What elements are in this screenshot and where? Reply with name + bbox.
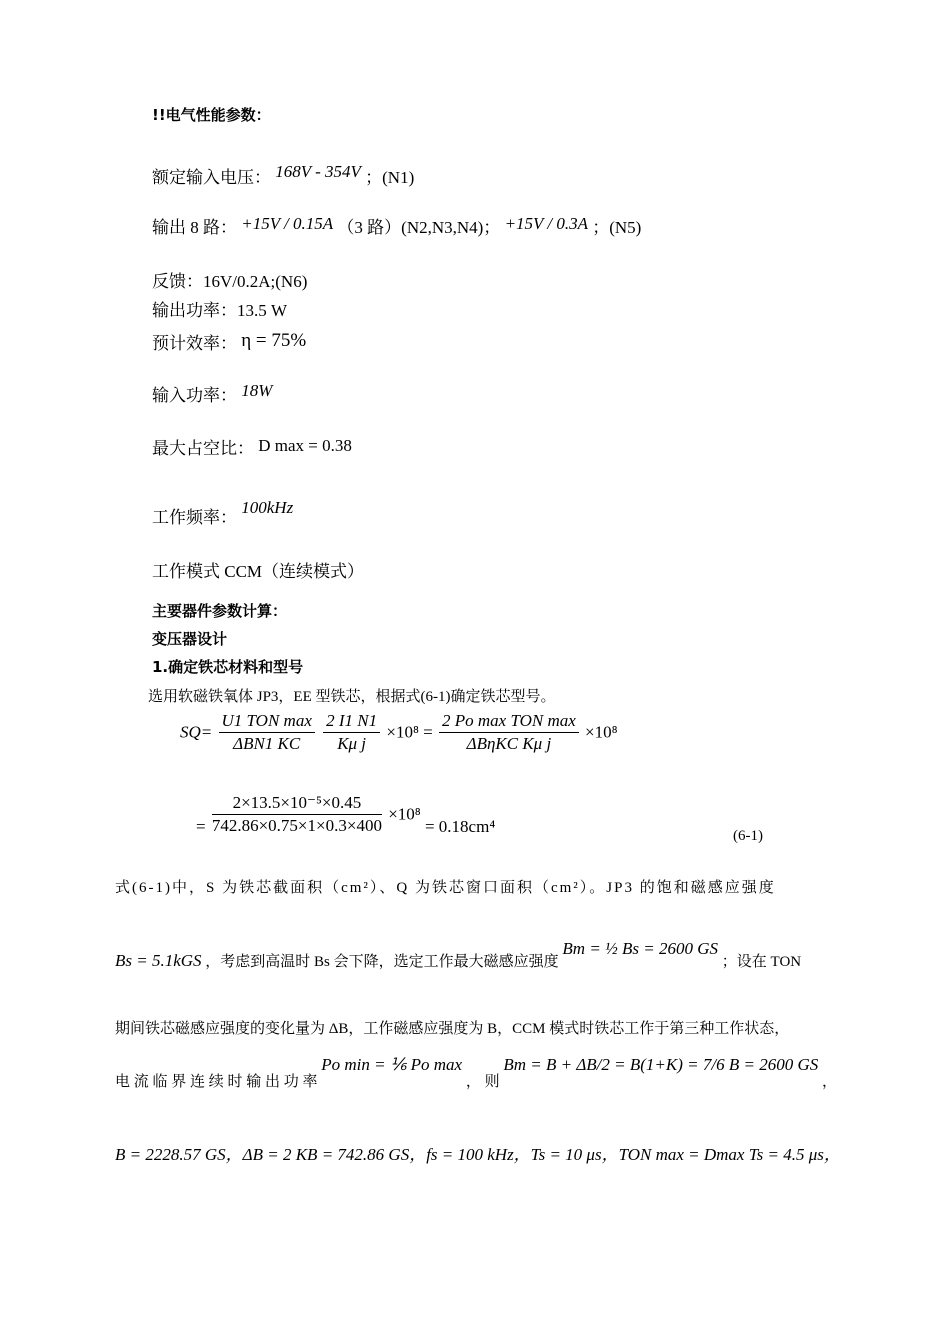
paragraph-3: 期间铁芯磁感应强度的变化量为 ΔB，工作磁感应强度为 B，CCM 模式时铁芯工作于第三种工作状态， bbox=[115, 1021, 790, 1037]
output-label: 输出 8 路： bbox=[152, 218, 237, 237]
para2-text: ，考虑到高温时 Bs 会下降，选定工作最大磁感应强度 bbox=[205, 954, 559, 970]
bm-formula: Bm = ½ Bs = 2600 GS bbox=[562, 939, 719, 958]
step1-title: 1.确定铁芯材料和型号 bbox=[152, 658, 304, 676]
efficiency-label: 预计效率： bbox=[152, 334, 237, 353]
equation-6-1-line1 bbox=[180, 710, 618, 755]
output-suffix-1: （3 路）(N2,N3,N4)； bbox=[337, 218, 501, 237]
eq-f3-den: ΔBηKC Kμ j bbox=[466, 734, 552, 753]
equation-6-1-line2: = $\frac{\text{2×13.5×10⁻⁵×0.45}}{742.86\times 0.75\times 1\times 0.3\times 400}$ ×10⁸ = 0.18cm⁴ bbox=[196, 793, 496, 836]
duty-line bbox=[152, 434, 352, 459]
eq-f1-num: U1 TON max bbox=[219, 710, 315, 733]
bs-formula: Bs = 5.1kGS bbox=[115, 951, 202, 970]
main-calc-title: 主要器件参数计算： bbox=[152, 602, 288, 620]
mode-line: 工作模式 CCM（连续模式） bbox=[152, 562, 365, 581]
eq-fraction-2 bbox=[323, 710, 380, 755]
para2-ton: ；设在 TON bbox=[721, 954, 802, 970]
input-power-formula: 18W bbox=[241, 381, 273, 400]
electrical-title: !!电气性能参数： bbox=[152, 106, 271, 124]
eq2-result: = 0.18cm⁴ bbox=[424, 817, 496, 836]
para4-comma: ， bbox=[821, 1074, 837, 1090]
feedback-line: 反馈：16V/0.2A;(N6) bbox=[152, 272, 308, 291]
rated-input-formula: 168V - 354V bbox=[275, 162, 361, 181]
rated-input-line bbox=[152, 163, 414, 188]
freq-label: 工作频率： bbox=[152, 508, 237, 527]
eq-fraction-1 bbox=[219, 710, 315, 755]
output-formula-1: +15V / 0.15A bbox=[241, 214, 334, 233]
eq2-fraction bbox=[212, 792, 382, 837]
para4-label: 电 流 临 界 连 续 时 输 出 功 率 bbox=[115, 1074, 318, 1090]
paragraph-2 bbox=[115, 939, 802, 971]
duty-label: 最大占空比： bbox=[152, 439, 254, 458]
duty-formula: D max = 0.38 bbox=[258, 436, 352, 455]
output-line bbox=[152, 213, 641, 238]
step1-text: 选用软磁铁氧体 JP3，EE 型铁芯，根据式(6-1)确定铁芯型号。 bbox=[148, 689, 556, 705]
bm-formula-2: Bm = B + ΔB/2 = B(1+K) = 7/6 B = 2600 GS bbox=[503, 1055, 819, 1074]
transformer-title: 变压器设计 bbox=[152, 630, 228, 648]
paragraph-1: 式(6-1)中，S 为铁芯截面积（cm²）、Q 为铁芯窗口面积（cm²）。JP3 的饱和磁感应强度 bbox=[115, 880, 776, 896]
eq-lhs: SQ= bbox=[180, 722, 213, 742]
eq2-num: 2×13.5×10⁻⁵×0.45 bbox=[212, 792, 382, 815]
paragraph-5: B = 2228.57 GS，ΔB = 2 KB = 742.86 GS，fs = 100 kHz，Ts = 10 μs，TON max = Dmax Ts = 4.5 μs， bbox=[115, 1145, 841, 1164]
para4-then: ， 则 bbox=[465, 1074, 500, 1090]
eq-f3-num: 2 Po max TON max bbox=[439, 710, 579, 733]
output-power-line: 输出功率：13.5 W bbox=[152, 301, 288, 320]
eq2-den: 742.86×0.75×1×0.3×400 bbox=[211, 816, 382, 835]
input-power-label: 输入功率： bbox=[152, 386, 237, 405]
input-power-line bbox=[152, 381, 272, 406]
output-formula-2: +15V / 0.3A bbox=[504, 214, 588, 233]
efficiency-formula: η = 75% bbox=[241, 330, 307, 351]
eq-f2-num: 2 I1 N1 bbox=[323, 710, 380, 733]
freq-formula: 100kHz bbox=[241, 498, 294, 517]
eq-times: ×10⁸ = bbox=[386, 722, 433, 742]
rated-input-label: 额定输入电压： bbox=[152, 168, 271, 187]
eq-times-2: ×10⁸ bbox=[585, 722, 618, 742]
paragraph-4 bbox=[115, 1055, 837, 1091]
po-min-formula: Po min = ⅙ Po max bbox=[321, 1055, 463, 1074]
eq-fraction-3 bbox=[439, 710, 579, 755]
output-suffix-2: ；(N5) bbox=[592, 218, 642, 237]
eq-f1-den: ΔBN1 KC bbox=[233, 734, 301, 753]
freq-line bbox=[152, 498, 294, 528]
equation-label: (6-1) bbox=[733, 828, 763, 844]
eq2-times: ×10⁸ bbox=[388, 804, 421, 824]
rated-input-suffix: ；(N1) bbox=[365, 168, 415, 187]
efficiency-line bbox=[152, 329, 306, 355]
eq-f2-den: Kμ j bbox=[337, 734, 367, 753]
